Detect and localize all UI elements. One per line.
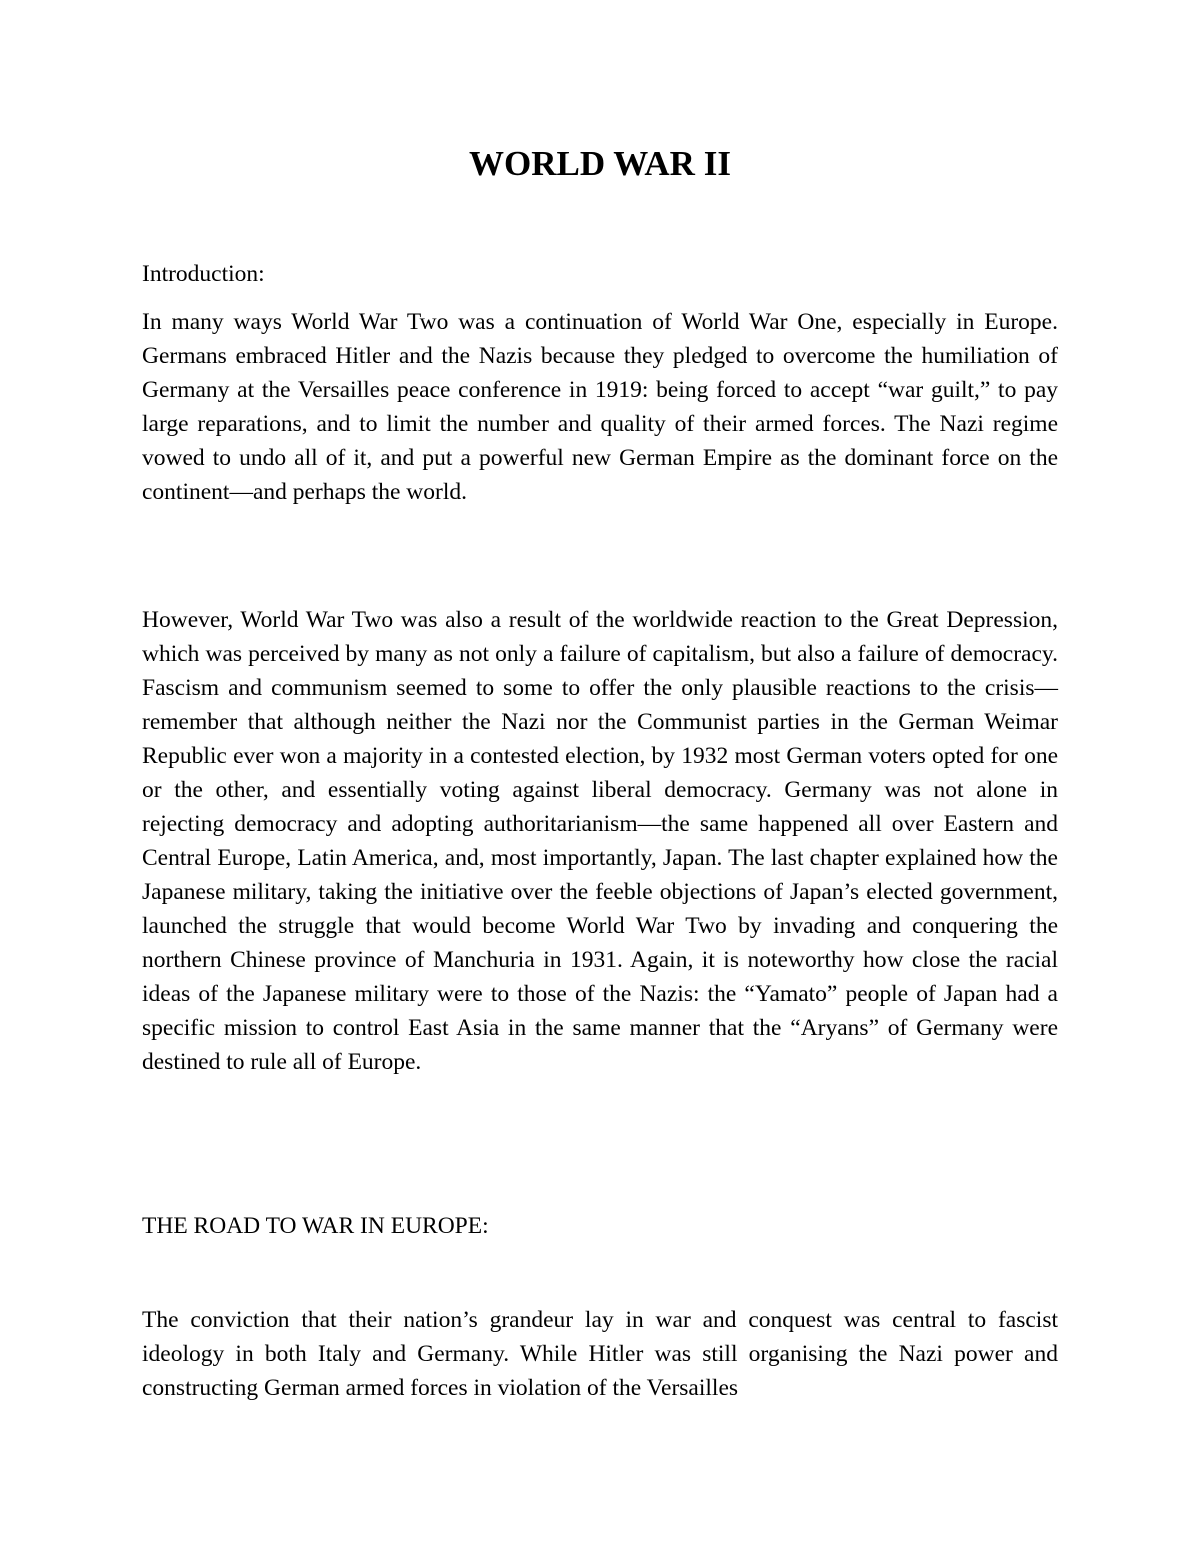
paragraph-2: However, World War Two was also a result of the worldwide reaction to the Great Depression, which was perceived by many as not only a failure of capitalism, but also a failure of democracy. Fascism and communism seemed to some to offer the only plausible reactions to the crisis—remember that although neither the Nazi nor the Communist parties in the German Weimar Republic ever won a majority in a contested election, by 1932 most German voters opted for one or the other, and essentially voting against liberal democracy. Germany was not alone in rejecting democracy and adopting authoritarianism—the same happened all over Eastern and Central Europe, Latin America, and, most importantly, Japan. The last chapter explained how the Japanese military, taking the initiative over the feeble objections of Japan’s elected government, launched the struggle that would become World War Two by invading and conquering the northern Chinese province of Manchuria in 1931. Again, it is noteworthy how close the racial ideas of the Japanese military were to those of the Nazis: the “Yamato” people of Japan had a specific mission to control East Asia in the same manner that the “Aryans” of Germany were destined to rule all of Europe.: [142, 607, 1058, 1075]
introduction-label: Introduction:: [142, 261, 265, 287]
paragraph-3: The conviction that their nation’s grandeur lay in war and conquest was central to fascist ideology in both Italy and Germany. While Hitler was still organising the Nazi power and constructing German armed forces in violation of the Versailles: [142, 1307, 1058, 1401]
section-heading: THE ROAD TO WAR IN EUROPE:: [142, 1213, 489, 1239]
document-title: WORLD WAR II: [469, 144, 731, 183]
paragraph-1: In many ways World War Two was a continuation of World War One, especially in Europe. Germans embraced Hitler and the Nazis because they pledged to overcome the humiliation of Germany at the Versailles peace conference in 1919: being forced to accept “war guilt,” to pay large reparations, and to limit the number and quality of their armed forces. The Nazi regime vowed to undo all of it, and put a powerful new German Empire as the dominant force on the continent—and perhaps the world.: [142, 309, 1058, 505]
